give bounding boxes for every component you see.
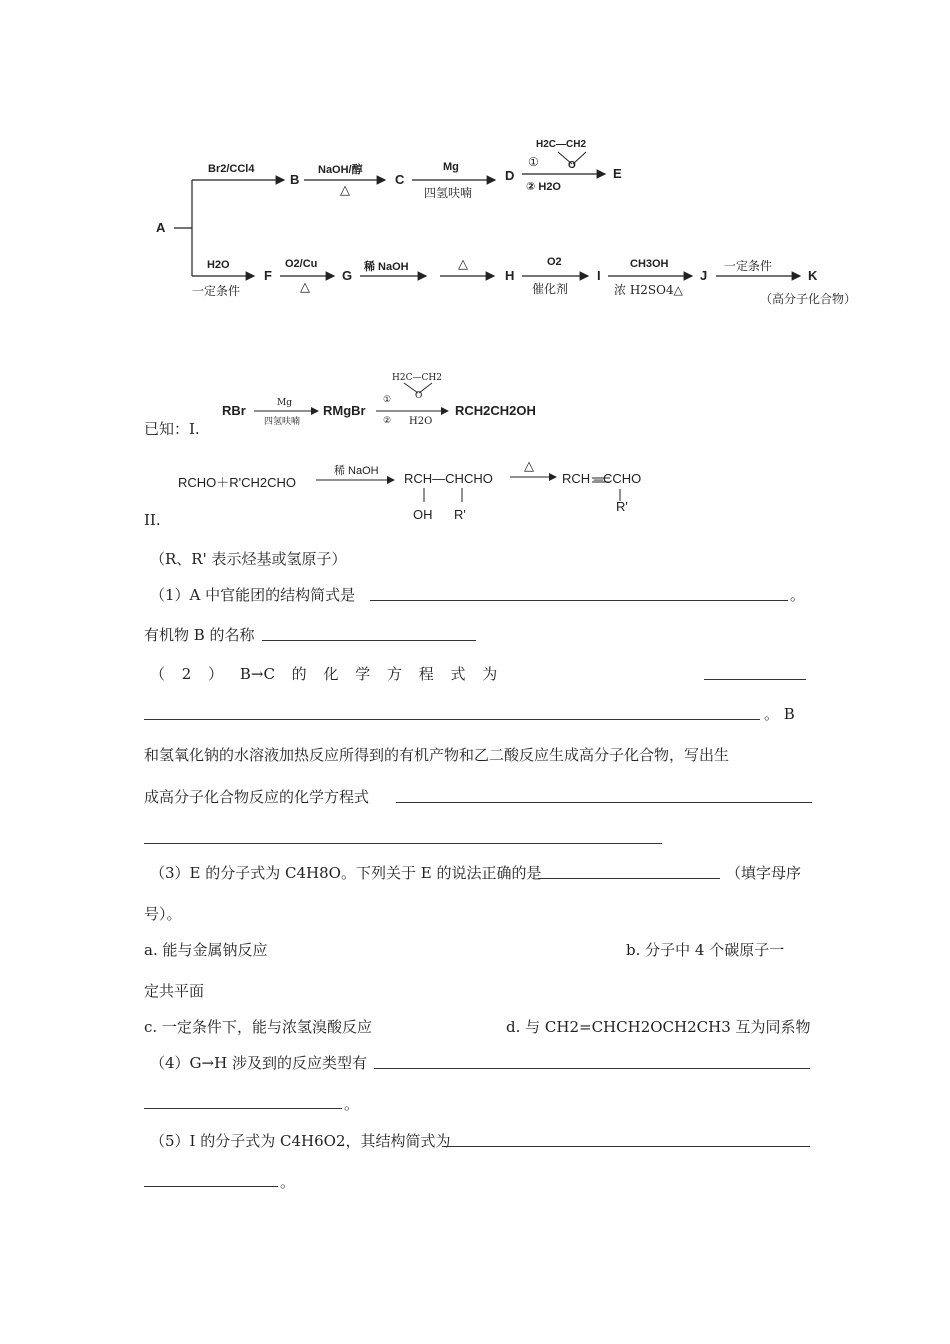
option-c: c. 一定条件下，能与浓氢溴酸反应 (144, 1018, 372, 1036)
known-mg: Mg (277, 398, 292, 408)
reagent-dilute-naoh: 稀 NaOH (364, 261, 409, 273)
condition-thf: 四氢呋喃 (424, 186, 473, 200)
condition-heat-2: △ (300, 280, 310, 295)
compound-H: H (505, 268, 515, 283)
compound-K: K (808, 268, 818, 283)
condition-heat: △ (340, 183, 350, 198)
compound-I: I (597, 268, 601, 283)
period: 。 (790, 586, 806, 604)
known-label-2: II. (144, 511, 161, 529)
step-1: ① (528, 155, 539, 169)
known-enal-r-prime: R' (616, 499, 628, 514)
known-step-1: ① (383, 395, 392, 405)
compound-C: C (395, 172, 405, 187)
compound-D: D (505, 168, 515, 183)
compound-J: J (700, 268, 708, 283)
condition-catalyst: 催化剂 (532, 282, 569, 296)
known-thf: 四氢呋喃 (264, 417, 301, 427)
question-5: （5）I 的分子式为 C4H6O2，其结构简式为 (150, 1132, 451, 1150)
reagent-o2: O2 (547, 256, 562, 268)
answer-blank-4a[interactable] (374, 1068, 810, 1069)
known-r-prime: R' (454, 507, 466, 522)
question-2a: （ 2 ） B→C 的 化 学 方 程 式 为 (150, 665, 498, 683)
answer-blank-4b[interactable] (144, 1108, 342, 1109)
known-step-2: ② (383, 416, 392, 426)
known-epoxide-o: O (415, 391, 423, 401)
answer-blank-1a[interactable] (370, 600, 788, 601)
compound-E: E (613, 166, 622, 181)
known-reactants-2: RCHO＋R'CH2CHO (178, 475, 297, 490)
substituent-note: （R、R' 表示烃基或氢原子） (150, 550, 347, 568)
reagent-o2-cu: O2/Cu (285, 258, 318, 270)
condition-conc-h2so4: 浓 H2SO4△ (614, 283, 683, 297)
question-4: （4）G→H 涉及到的反应类型有 (150, 1054, 367, 1072)
reagent-naoh-alcohol: NaOH/醇 (318, 164, 363, 176)
known-product-1: RCH2CH2OH (455, 403, 536, 418)
compound-A: A (156, 220, 166, 235)
answer-blank-5b[interactable] (144, 1186, 278, 1187)
question-3b: 号）。 (144, 905, 182, 923)
condition-certain: 一定条件 (192, 284, 241, 298)
known-enal: RCH ═CCHO (562, 471, 642, 486)
reagent-methanol: CH3OH (630, 258, 669, 270)
option-d: d. 与 CH2=CHCH2OCH2CH3 互为同系物 (506, 1018, 811, 1036)
known-rbr: RBr (222, 403, 246, 418)
answer-blank-1b[interactable] (262, 640, 476, 641)
known-dilute-naoh: 稀 NaOH (334, 465, 379, 477)
condition-certain-2: 一定条件 (724, 259, 773, 273)
answer-blank-2b[interactable] (144, 719, 760, 720)
answer-blank-2a[interactable] (704, 679, 806, 680)
question-1a: （1）A 中官能团的结构简式是 (150, 586, 356, 604)
question-2b-end: 。 B (764, 705, 795, 723)
question-5-end: 。 (280, 1173, 296, 1191)
question-2d: 成高分子化合物反应的化学方程式 (144, 788, 370, 806)
question-1b: 有机物 B 的名称 (144, 626, 255, 644)
question-3a-end: （填字母序 (726, 864, 802, 882)
option-b: b. 分子中 4 个碳原子一 (626, 941, 785, 959)
step-2-water: ② H2O (526, 181, 561, 193)
reagent-heat: △ (458, 257, 468, 272)
known-label-1: 已知：I. (144, 420, 200, 438)
compound-G: G (342, 268, 353, 283)
known-aldol-adduct: RCH—CHCHO (404, 471, 493, 486)
answer-blank-3[interactable] (538, 878, 720, 879)
known-oh: OH (413, 507, 433, 522)
option-b-cont: 定共平面 (144, 982, 205, 1000)
answer-blank-5a[interactable] (442, 1146, 810, 1147)
epoxide-oxygen: O (568, 160, 576, 171)
question-3a: （3）E 的分子式为 C4H8O。下列关于 E 的说法正确的是 (150, 864, 542, 882)
answer-blank-2d[interactable] (396, 802, 812, 803)
known-heat: △ (524, 459, 534, 474)
question-2c: 和氢氧化钠的水溶液加热反应所得到的有机产物和乙二酸反应生成高分子化合物，写出生 (144, 746, 730, 764)
known-rmgbr: RMgBr (323, 403, 366, 418)
epoxide: H2C—CH2 (536, 139, 587, 150)
reagent-water: H2O (207, 259, 230, 271)
known-epoxide: H2C—CH2 (392, 373, 442, 383)
question-4-end: 。 (344, 1095, 360, 1113)
polymer-note: （高分子化合物） (760, 292, 857, 306)
reagent-br2-ccl4: Br2/CCl4 (208, 163, 255, 175)
known-water: H2O (409, 416, 433, 427)
compound-F: F (264, 268, 272, 283)
reagent-mg: Mg (443, 161, 459, 173)
option-a: a. 能与金属钠反应 (144, 941, 268, 959)
compound-B: B (290, 172, 300, 187)
answer-blank-2e[interactable] (144, 843, 662, 844)
